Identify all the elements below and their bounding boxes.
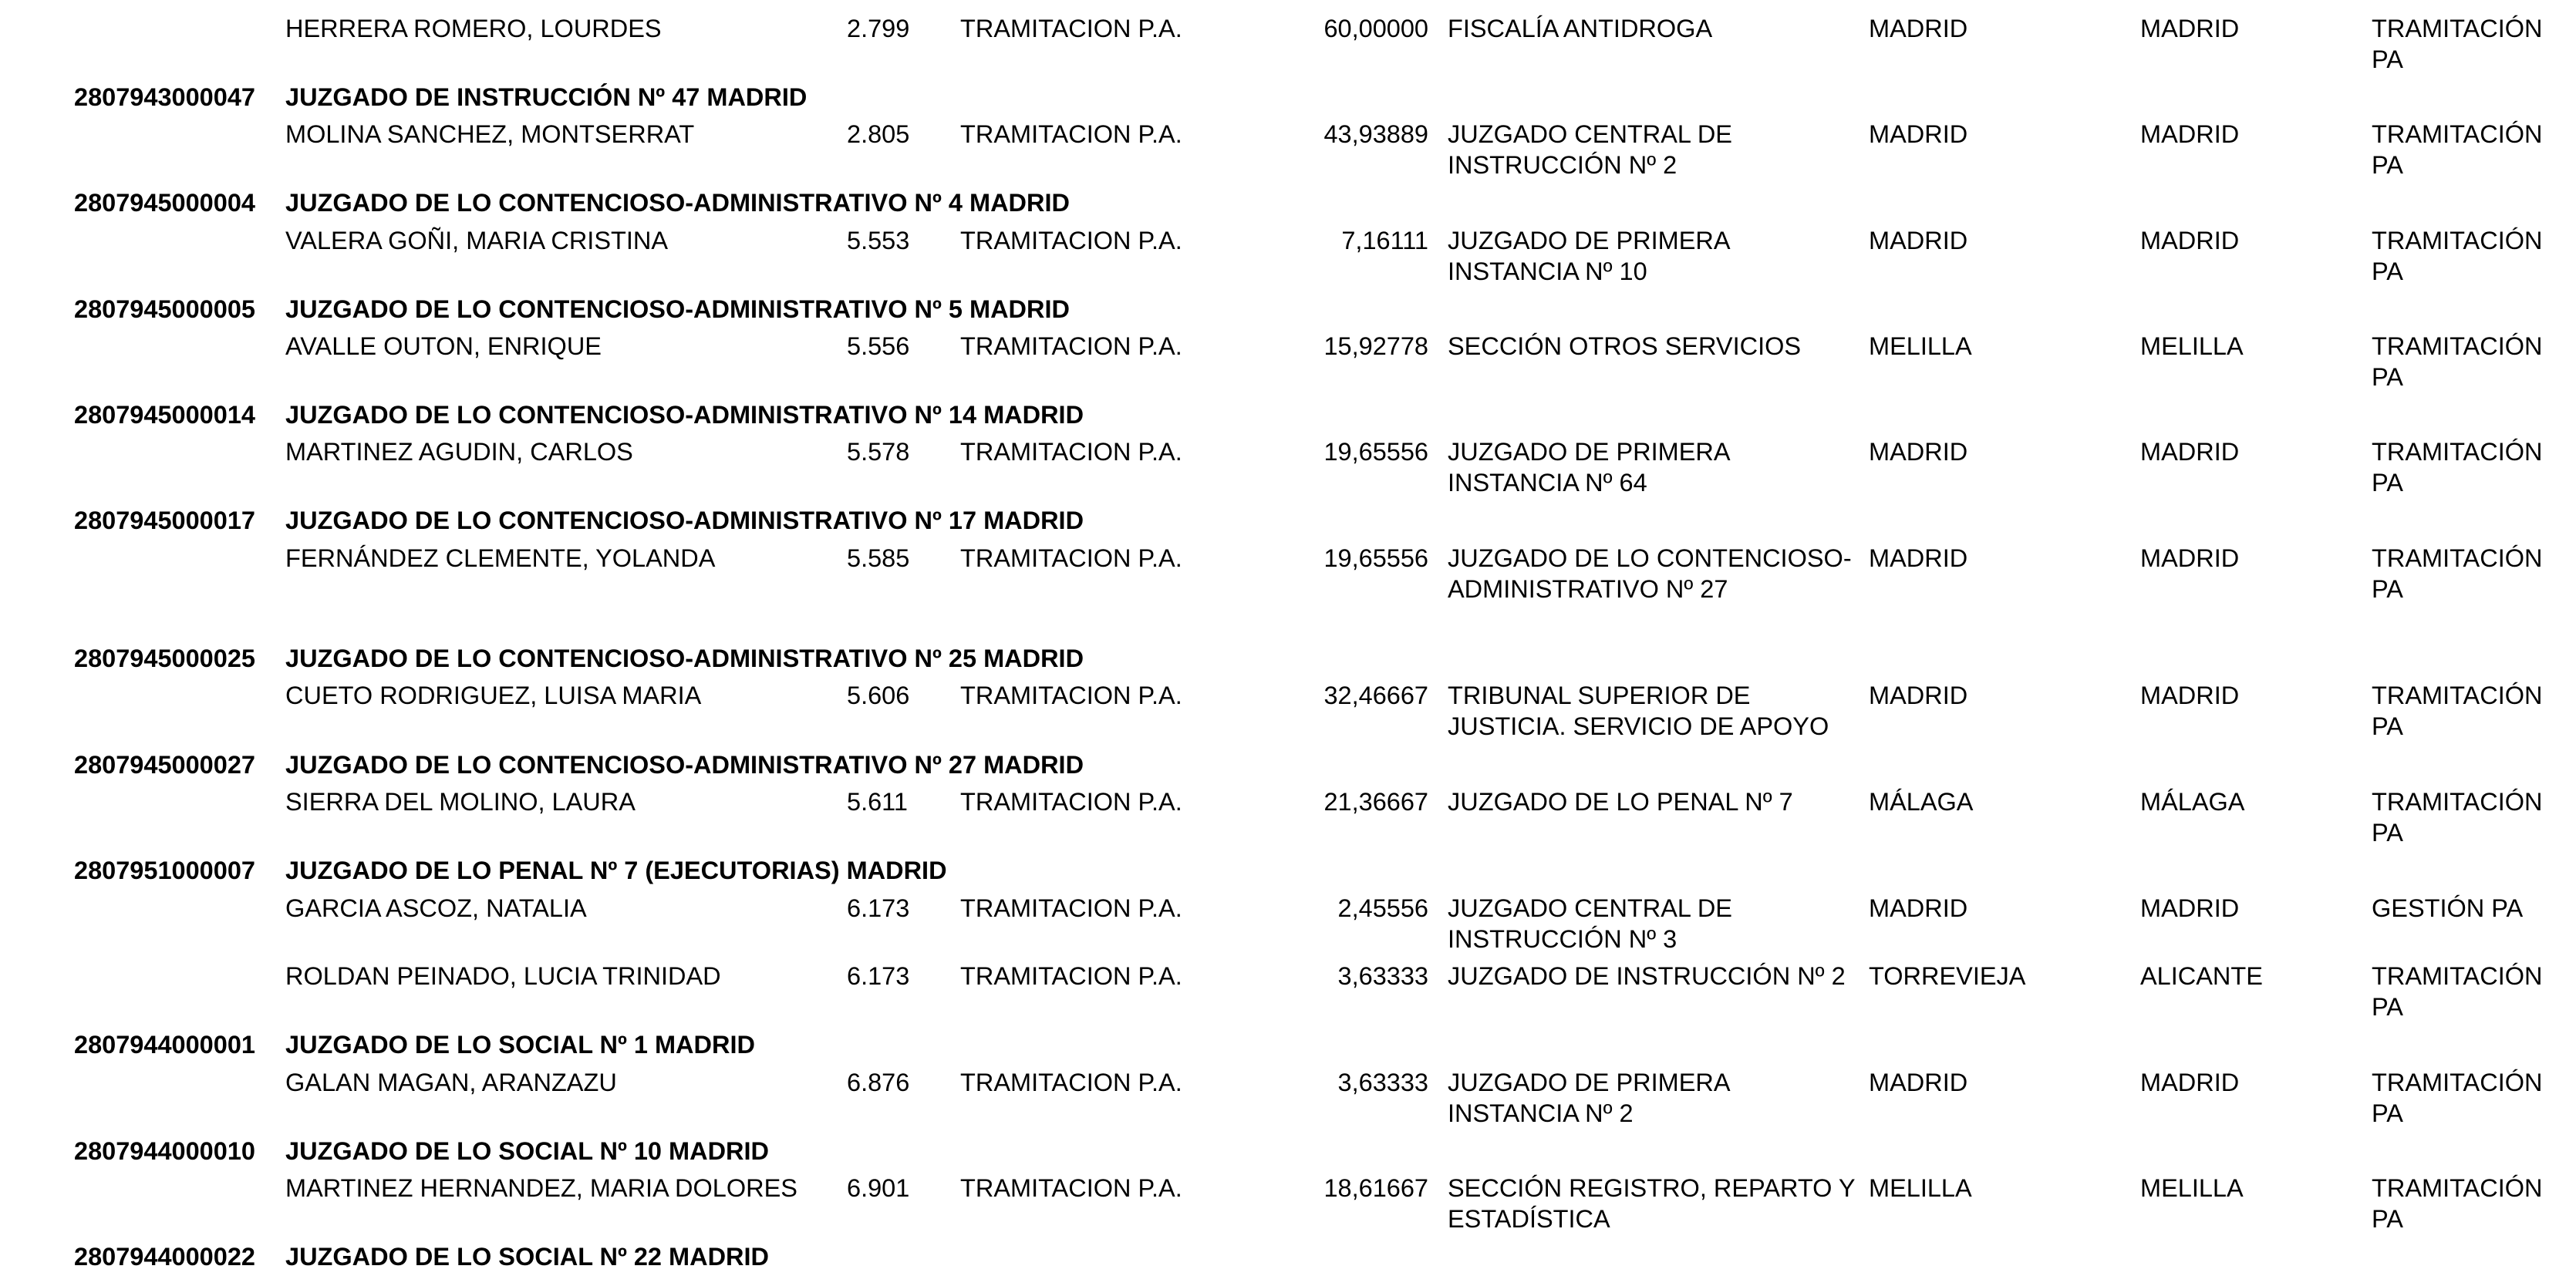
category: TRAMITACION P.A. <box>960 1069 1182 1096</box>
destination: JUZGADO DE PRIMERA INSTANCIA Nº 2 <box>1448 1069 1729 1127</box>
court-code: 2807945000017 <box>74 507 255 534</box>
court-code: 2807944000022 <box>74 1243 255 1271</box>
post-type: TRAMITACIÓN PA <box>2372 544 2543 603</box>
destination: JUZGADO DE LO CONTENCIOSO-ADMINISTRATIVO Nº 27 <box>1448 544 1852 603</box>
court-name: JUZGADO DE LO CONTENCIOSO-ADMINISTRATIVO Nº 5 MADRID <box>285 295 1070 323</box>
ranking-number: 6.173 <box>847 962 910 990</box>
court-name: JUZGADO DE LO CONTENCIOSO-ADMINISTRATIVO Nº 4 MADRID <box>285 189 1070 217</box>
destination: TRIBUNAL SUPERIOR DE JUSTICIA. SERVICIO DE APOYO <box>1448 682 1829 740</box>
court-name: JUZGADO DE LO CONTENCIOSO-ADMINISTRATIVO Nº 14 MADRID <box>285 401 1084 429</box>
points: 19,65556 <box>1323 438 1428 466</box>
official-name: SIERRA DEL MOLINO, LAURA <box>285 788 636 816</box>
destination: SECCIÓN OTROS SERVICIOS <box>1448 332 1802 360</box>
post-type: TRAMITACIÓN PA <box>2372 1174 2543 1233</box>
post-type: TRAMITACIÓN PA <box>2372 15 2543 73</box>
points: 15,92778 <box>1323 332 1428 360</box>
court-name: JUZGADO DE LO PENAL Nº 7 (EJECUTORIAS) MADRID <box>285 857 947 884</box>
ranking-number: 5.578 <box>847 438 910 466</box>
post-type: TRAMITACIÓN PA <box>2372 1069 2543 1127</box>
province: MÁLAGA <box>2140 788 2245 816</box>
province: MADRID <box>2140 544 2240 572</box>
province: ALICANTE <box>2140 962 2263 990</box>
ranking-number: 5.585 <box>847 544 910 572</box>
category: TRAMITACION P.A. <box>960 15 1182 42</box>
official-name: MARTINEZ HERNANDEZ, MARIA DOLORES <box>285 1174 797 1202</box>
locality: MELILLA <box>1869 332 1972 360</box>
locality: MADRID <box>1869 544 1968 572</box>
court-name: JUZGADO DE LO SOCIAL Nº 10 MADRID <box>285 1137 770 1165</box>
court-code: 2807951000007 <box>74 857 255 884</box>
points: 2,45556 <box>1337 894 1428 922</box>
points: 3,63333 <box>1337 962 1428 990</box>
locality: MADRID <box>1869 438 1968 466</box>
points: 7,16111 <box>1341 227 1428 254</box>
official-name: GALAN MAGAN, ARANZAZU <box>285 1069 617 1096</box>
locality: TORREVIEJA <box>1869 962 2026 990</box>
official-name: CUETO RODRIGUEZ, LUISA MARIA <box>285 682 702 709</box>
destination: JUZGADO DE PRIMERA INSTANCIA Nº 10 <box>1448 227 1729 285</box>
official-name: AVALLE OUTON, ENRIQUE <box>285 332 602 360</box>
ranking-number: 5.553 <box>847 227 910 254</box>
court-name: JUZGADO DE INSTRUCCIÓN Nº 47 MADRID <box>285 83 808 111</box>
post-type: TRAMITACIÓN PA <box>2372 438 2543 497</box>
court-name: JUZGADO DE LO SOCIAL Nº 1 MADRID <box>285 1031 755 1059</box>
court-code: 2807945000014 <box>74 401 255 429</box>
court-name: JUZGADO DE LO CONTENCIOSO-ADMINISTRATIVO Nº 17 MADRID <box>285 507 1084 534</box>
points: 21,36667 <box>1323 788 1428 816</box>
ranking-number: 2.799 <box>847 15 910 42</box>
post-type: TRAMITACIÓN PA <box>2372 332 2543 391</box>
post-type: GESTIÓN PA <box>2372 894 2524 922</box>
province: MADRID <box>2140 894 2240 922</box>
category: TRAMITACION P.A. <box>960 227 1182 254</box>
locality: MADRID <box>1869 682 1968 709</box>
ranking-number: 6.876 <box>847 1069 910 1096</box>
locality: MADRID <box>1869 1069 1968 1096</box>
province: MADRID <box>2140 682 2240 709</box>
ranking-number: 5.606 <box>847 682 910 709</box>
province: MADRID <box>2140 227 2240 254</box>
court-code: 2807945000005 <box>74 295 255 323</box>
destination: JUZGADO DE PRIMERA INSTANCIA Nº 64 <box>1448 438 1729 497</box>
points: 18,61667 <box>1323 1174 1428 1202</box>
court-name: JUZGADO DE LO CONTENCIOSO-ADMINISTRATIVO Nº 25 MADRID <box>285 645 1084 672</box>
ranking-number: 6.173 <box>847 894 910 922</box>
destination: JUZGADO DE INSTRUCCIÓN Nº 2 <box>1448 962 1846 990</box>
province: MADRID <box>2140 15 2240 42</box>
points: 60,00000 <box>1323 15 1428 42</box>
court-code: 2807945000004 <box>74 189 255 217</box>
ranking-number: 5.556 <box>847 332 910 360</box>
province: MELILLA <box>2140 332 2244 360</box>
destination: JUZGADO CENTRAL DE INSTRUCCIÓN Nº 3 <box>1448 894 1732 953</box>
province: MADRID <box>2140 1069 2240 1096</box>
official-name: GARCIA ASCOZ, NATALIA <box>285 894 587 922</box>
court-code: 2807944000010 <box>74 1137 255 1165</box>
points: 43,93889 <box>1323 120 1428 148</box>
locality: MADRID <box>1869 894 1968 922</box>
category: TRAMITACION P.A. <box>960 1174 1182 1202</box>
locality: MÁLAGA <box>1869 788 1974 816</box>
court-code: 2807944000001 <box>74 1031 255 1059</box>
category: TRAMITACION P.A. <box>960 682 1182 709</box>
court-code: 2807945000027 <box>74 751 255 779</box>
court-name: JUZGADO DE LO SOCIAL Nº 22 MADRID <box>285 1243 770 1271</box>
destination: JUZGADO DE LO PENAL Nº 7 <box>1448 788 1793 816</box>
official-name: VALERA GOÑI, MARIA CRISTINA <box>285 227 669 254</box>
category: TRAMITACION P.A. <box>960 544 1182 572</box>
post-type: TRAMITACIÓN PA <box>2372 962 2543 1021</box>
destination: FISCALÍA ANTIDROGA <box>1448 15 1713 42</box>
ranking-number: 6.901 <box>847 1174 910 1202</box>
official-name: HERRERA ROMERO, LOURDES <box>285 15 662 42</box>
ranking-number: 2.805 <box>847 120 910 148</box>
province: MADRID <box>2140 438 2240 466</box>
category: TRAMITACION P.A. <box>960 120 1182 148</box>
official-name: MOLINA SANCHEZ, MONTSERRAT <box>285 120 695 148</box>
category: TRAMITACION P.A. <box>960 962 1182 990</box>
locality: MADRID <box>1869 120 1968 148</box>
post-type: TRAMITACIÓN PA <box>2372 227 2543 285</box>
points: 32,46667 <box>1323 682 1428 709</box>
post-type: TRAMITACIÓN PA <box>2372 788 2543 847</box>
locality: MADRID <box>1869 15 1968 42</box>
court-name: JUZGADO DE LO CONTENCIOSO-ADMINISTRATIVO Nº 27 MADRID <box>285 751 1084 779</box>
province: MELILLA <box>2140 1174 2244 1202</box>
court-code: 2807945000025 <box>74 645 255 672</box>
category: TRAMITACION P.A. <box>960 438 1182 466</box>
category: TRAMITACION P.A. <box>960 332 1182 360</box>
locality: MELILLA <box>1869 1174 1972 1202</box>
category: TRAMITACION P.A. <box>960 788 1182 816</box>
official-name: MARTINEZ AGUDIN, CARLOS <box>285 438 633 466</box>
ranking-number: 5.611 <box>847 788 908 816</box>
category: TRAMITACION P.A. <box>960 894 1182 922</box>
court-code: 2807943000047 <box>74 83 255 111</box>
destination: SECCIÓN REGISTRO, REPARTO Y ESTADÍSTICA <box>1448 1174 1855 1233</box>
locality: MADRID <box>1869 227 1968 254</box>
points: 3,63333 <box>1337 1069 1428 1096</box>
post-type: TRAMITACIÓN PA <box>2372 120 2543 179</box>
official-name: FERNÁNDEZ CLEMENTE, YOLANDA <box>285 544 716 572</box>
points: 19,65556 <box>1323 544 1428 572</box>
destination: JUZGADO CENTRAL DE INSTRUCCIÓN Nº 2 <box>1448 120 1732 179</box>
official-name: ROLDAN PEINADO, LUCIA TRINIDAD <box>285 962 721 990</box>
post-type: TRAMITACIÓN PA <box>2372 682 2543 740</box>
province: MADRID <box>2140 120 2240 148</box>
